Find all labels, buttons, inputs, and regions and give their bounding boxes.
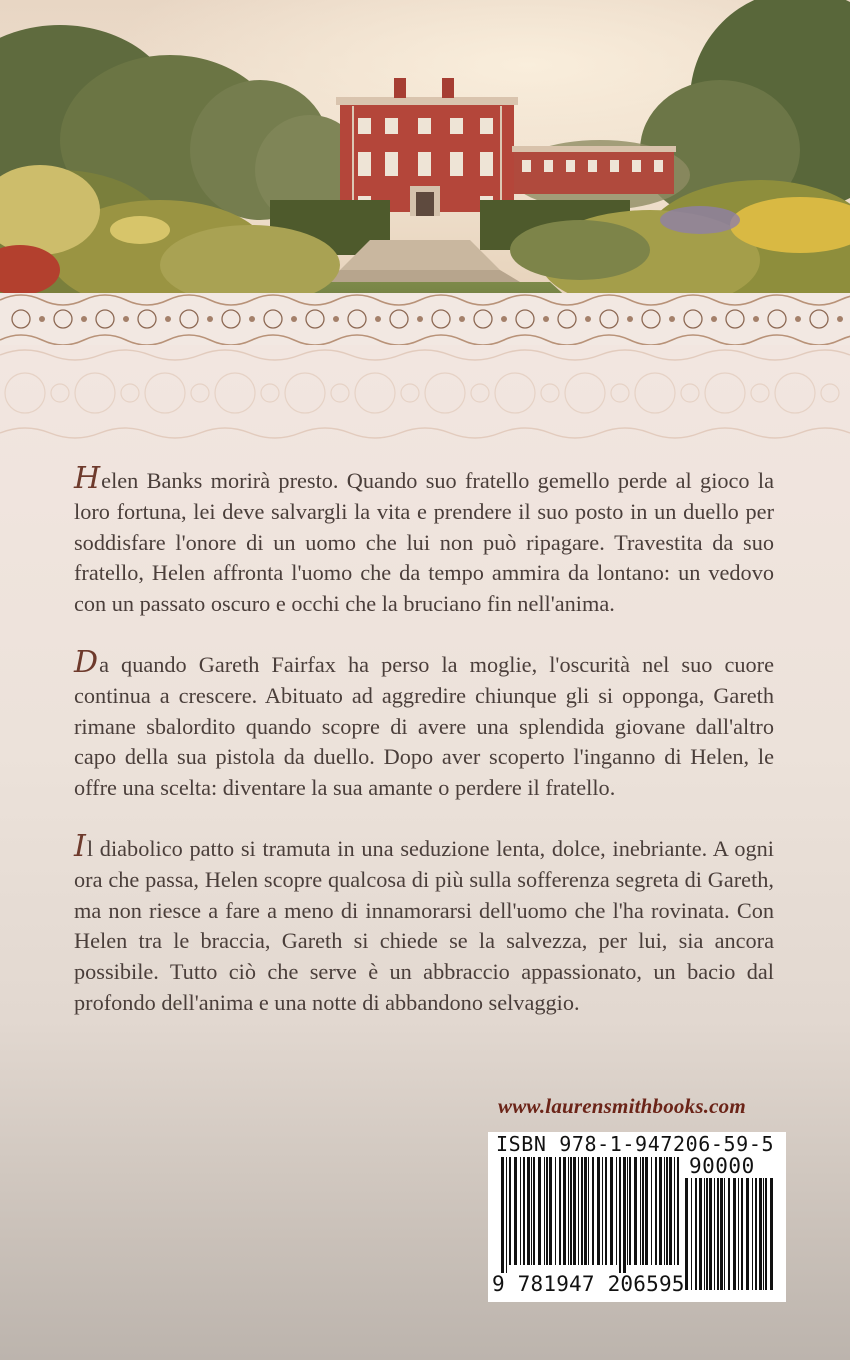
- barcode-bar: [717, 1178, 719, 1290]
- barcode-bar: [765, 1178, 767, 1290]
- barcode-bar: [573, 1157, 576, 1265]
- paragraph-text: l diabolico patto si tramuta in una seduzione lenta, dolce, inebriante. A ogni ora che passa, Helen scopre qualcosa di più sulla sofferenza segreta di Gareth, ma non riesce a fare a meno di innamorarsi dell'uomo che l'ha rovinata. Con Helen tra le braccia, Gareth si chiede se la salvezza, per lui, sia ancora possibile. Tutto ciò che serve è un abbraccio appassionato, un bacio dal profondo dell'anima e una notte di abbandono selvaggio.: [74, 835, 774, 1015]
- barcode-bar: [763, 1178, 764, 1290]
- barcode-bar: [666, 1157, 668, 1265]
- synopsis-paragraph-2: [74, 644, 774, 804]
- barcode-bar: [559, 1157, 561, 1265]
- barcode-bar: [555, 1157, 556, 1265]
- barcode-bar: [544, 1157, 545, 1265]
- barcode-bar: [629, 1157, 631, 1265]
- barcode-bar: [549, 1157, 552, 1265]
- isbn-barcode: [488, 1132, 786, 1302]
- barcode-bar: [695, 1178, 697, 1290]
- barcode-bar: [568, 1157, 569, 1265]
- barcode-bar: [645, 1157, 648, 1265]
- barcode-bar: [655, 1157, 657, 1265]
- barcode-bar: [523, 1157, 525, 1265]
- barcode-bar: [741, 1178, 743, 1290]
- barcode-bar: [520, 1157, 521, 1265]
- price-addon-digits: 90000: [689, 1154, 755, 1178]
- barcode-bar: [531, 1157, 532, 1265]
- barcode-bar: [677, 1157, 679, 1265]
- barcode-bar: [602, 1157, 603, 1265]
- barcode-bar: [706, 1178, 708, 1290]
- lace-ornament-band: [0, 345, 850, 440]
- barcode-bar: [699, 1178, 702, 1290]
- barcode-bar: [619, 1157, 621, 1273]
- barcode-bar: [514, 1157, 517, 1265]
- barcode-bar: [724, 1178, 725, 1290]
- barcode-bar: [533, 1157, 535, 1265]
- barcode-bar: [509, 1157, 511, 1265]
- barcode-bar: [714, 1178, 715, 1290]
- manor-garden-illustration: [0, 0, 850, 345]
- isbn-label: ISBN 978-1-947206-59-5: [496, 1132, 775, 1156]
- barcode-bar: [720, 1178, 723, 1290]
- barcode-bar: [592, 1157, 594, 1265]
- barcode-bar: [651, 1157, 652, 1265]
- paragraph-text: a quando Gareth Fairfax ha perso la moglie, l'oscurità nel suo cuore continua a crescere. Abituato ad aggredire chiunque gli si opponga, Gareth rimane sbalordito quando scopre di avere una splendida giovane dall'altro capo della sua pistola da duello. Dopo aver scoperto l'inganno di Helen, le offre una scelta: diventare la sua amante o perdere il fratello.: [74, 651, 774, 801]
- barcode-bar: [597, 1157, 600, 1265]
- author-website: www.laurensmithbooks.com: [498, 1094, 746, 1118]
- ean-bars: [501, 1157, 681, 1275]
- drop-cap: I: [74, 828, 86, 864]
- barcode-bar: [538, 1157, 541, 1265]
- barcode-bar: [733, 1178, 736, 1290]
- drop-cap: H: [74, 461, 101, 496]
- drop-cap: D: [74, 644, 99, 680]
- barcode-bar: [642, 1157, 644, 1265]
- barcode-bar: [605, 1157, 607, 1265]
- barcode-bar: [746, 1178, 749, 1290]
- barcode-bar: [627, 1157, 628, 1265]
- barcode-bar: [616, 1157, 617, 1265]
- barcode-bar: [691, 1178, 692, 1290]
- barcode-bar: [623, 1157, 626, 1273]
- barcode-bar: [634, 1157, 637, 1265]
- barcode-bar: [527, 1157, 530, 1265]
- barcode-bar: [759, 1178, 762, 1290]
- barcode-bar: [581, 1157, 583, 1265]
- barcode-bar: [685, 1178, 688, 1290]
- barcode-bar: [755, 1178, 757, 1290]
- barcode-bar: [578, 1157, 579, 1265]
- addon-bars: [685, 1178, 777, 1290]
- barcode-bar: [738, 1178, 739, 1290]
- barcode-bar: [709, 1178, 712, 1290]
- barcode-bar: [770, 1178, 773, 1290]
- synopsis-paragraph-1: [74, 461, 774, 620]
- barcode-bar: [659, 1157, 662, 1265]
- book-synopsis: [74, 461, 774, 1049]
- barcode-bar: [563, 1157, 566, 1265]
- barcode-bar: [570, 1157, 572, 1265]
- barcode-bar: [610, 1157, 613, 1265]
- barcode-bar: [704, 1178, 705, 1290]
- ean-digits: 9 781947 206595: [492, 1272, 685, 1296]
- barcode-bar: [664, 1157, 665, 1265]
- barcode-bar: [640, 1157, 641, 1265]
- barcode-bar: [588, 1157, 589, 1265]
- synopsis-paragraph-3: [74, 828, 774, 1019]
- barcode-bar: [584, 1157, 587, 1265]
- barcode-bar: [752, 1178, 753, 1290]
- barcode-bar: [674, 1157, 675, 1265]
- barcode-bar: [546, 1157, 548, 1265]
- barcode-bar: [506, 1157, 507, 1273]
- barcode-bar: [728, 1178, 730, 1290]
- paragraph-text: elen Banks morirà presto. Quando suo fratello gemello perde al gioco la loro fortuna, lei deve salvargli la vita e prendere il suo posto in un duello per soddisfare l'onore di un uomo che lui non può ripagare. Travestita da suo fratello, Helen affronta l'uomo che da tempo ammira da lontano: un vedovo con un passato oscuro e occhi che la bruciano fin nell'anima.: [74, 468, 774, 617]
- barcode-bar: [501, 1157, 504, 1273]
- barcode-bar: [669, 1157, 672, 1265]
